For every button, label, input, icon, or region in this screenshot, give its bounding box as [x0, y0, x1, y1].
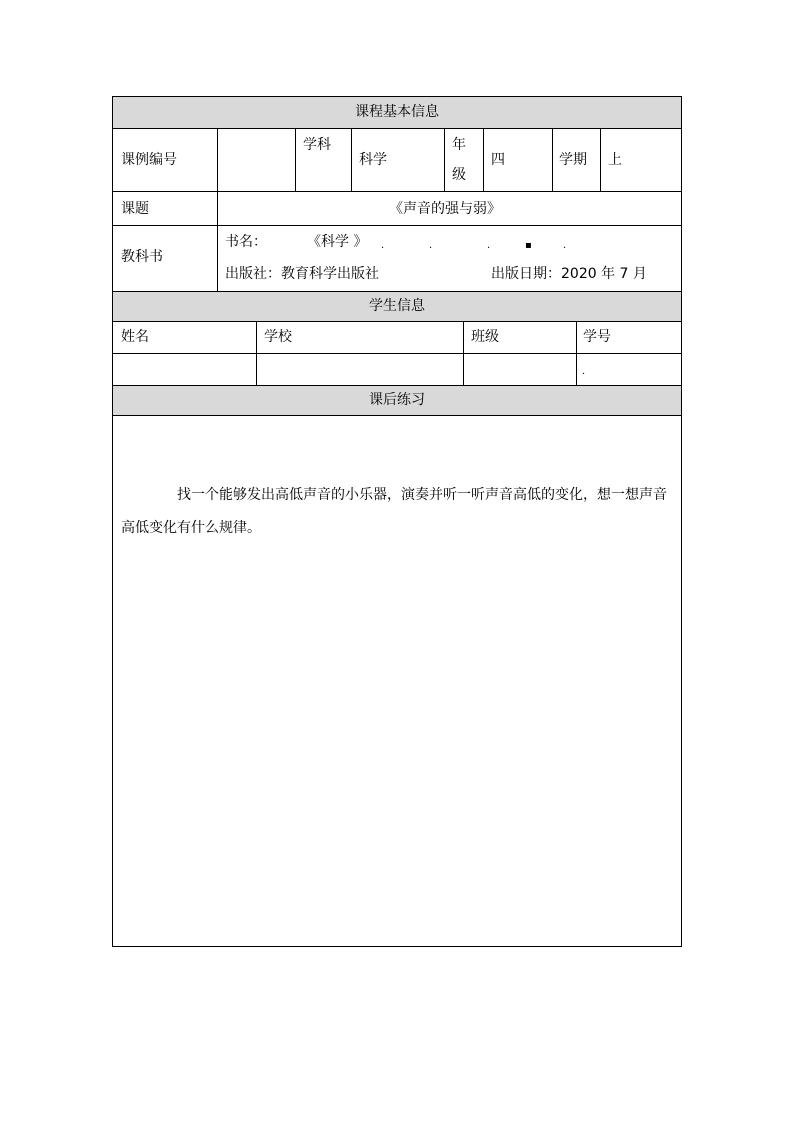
- subject-value: 科学: [359, 152, 387, 168]
- student-id-header: 学号: [583, 329, 611, 345]
- student-info-title: 学生信息: [369, 298, 425, 314]
- lesson-form: 课程基本信息 课例编号 学科 科学 年 级 四 学期 上 课题 《声音的强与弱》 教科书 书名： 《科学 》 . . . ▪ . 出版社：教育科学出版社 出版日期：2020 年 7 月 学生信息 姓名 学校 班级 学号 . 课后练习 找一个能够发出高低声音的小乐器，演奏并听一听声音高低的变化，想一想声音高低变化有什么规律。: [112, 96, 682, 947]
- term-value: 上: [608, 152, 622, 168]
- textbook-label: 教科书: [121, 249, 163, 265]
- term-label: 学期: [559, 152, 587, 168]
- homework-title: 课后练习: [369, 392, 425, 408]
- basic-info-title: 课程基本信息: [355, 104, 439, 120]
- topic-value: 《声音的强与弱》: [389, 201, 501, 217]
- subject-label: 学科: [303, 137, 331, 153]
- book-name-label: 书名：: [225, 234, 267, 250]
- student-class-header: 班级: [471, 329, 499, 345]
- case-number-label: 课例编号: [121, 152, 177, 168]
- student-school-header: 学校: [264, 329, 292, 345]
- basic-info-header: [113, 97, 681, 128]
- grade-label-line1: 年: [452, 137, 466, 153]
- book-name-value: 《科学 》: [307, 234, 368, 250]
- student-name-header: 姓名: [121, 329, 149, 345]
- homework-text-content: 找一个能够发出高低声音的小乐器，演奏并听一听声音高低的变化，想一想声音高低变化有什么规律。: [121, 487, 667, 536]
- topic-label: 课题: [121, 201, 149, 217]
- publisher: 出版社：教育科学出版社: [225, 266, 379, 282]
- publish-date: 出版日期：2020 年 7 月: [491, 266, 647, 282]
- homework-header: [113, 386, 681, 415]
- student-info-header: [113, 292, 681, 321]
- homework-text: [121, 479, 677, 545]
- student-id-dot: .: [582, 366, 586, 377]
- grade-value: 四: [491, 152, 505, 168]
- grade-label-line2: 级: [452, 167, 466, 183]
